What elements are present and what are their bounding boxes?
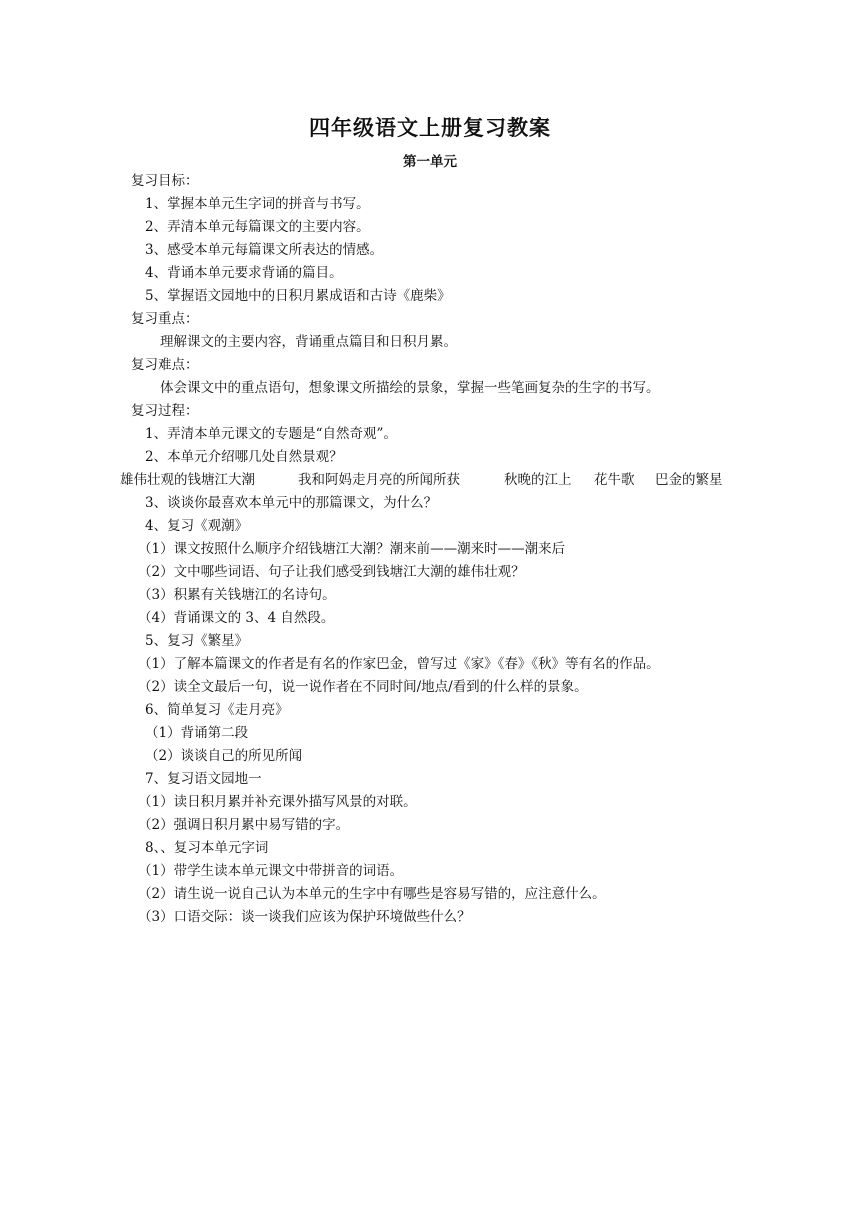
process-item: 3、谈谈你最喜欢本单元中的那篇课文，为什么？ [145, 495, 438, 511]
lesson-title: 花牛歌 [594, 472, 635, 488]
sub-item: （3）口语交际：谈一谈我们应该为保护环境做些什么？ [138, 909, 471, 925]
lesson-title: 雄伟壮观的钱塘江大潮 [120, 472, 255, 488]
section-heading-difficulty: 复习难点： [131, 357, 199, 373]
process-item: 2、本单元介绍哪几处自然景观？ [145, 449, 343, 465]
lesson-title: 我和阿妈走月亮的所闻所获 [298, 472, 460, 488]
process-item: 7、复习语文园地一 [145, 771, 262, 787]
process-item: 4、复习《观潮》 [145, 518, 249, 534]
unit-heading: 第一单元 [403, 154, 457, 170]
sub-item: （1）了解本篇课文的作者是有名的作家巴金，曾写过《家》《春》《秋》等有名的作品。 [138, 656, 660, 672]
section-heading-process: 复习过程： [131, 403, 199, 419]
document-title: 四年级语文上册复习教案 [309, 116, 551, 140]
lesson-title: 巴金的繁星 [655, 472, 723, 488]
sub-item: （2）文中哪些词语、句子让我们感受到钱塘江大潮的雄伟壮观？ [138, 564, 525, 580]
process-item: 6、简单复习《走月亮》 [145, 702, 289, 718]
sub-item: （2）请生说一说自己认为本单元的生字中有哪些是容易写错的，应注意什么。 [138, 886, 606, 902]
sub-item: （2）强调日积月累中易写错的字。 [138, 817, 350, 833]
sub-item: （1）读日积月累并补充课外描写风景的对联。 [138, 794, 417, 810]
sub-item: （2）谈谈自己的所见所闻 [145, 748, 303, 764]
sub-item: （3）积累有关钱塘江的名诗句。 [138, 587, 336, 603]
sub-item: （1）带学生读本单元课文中带拼音的词语。 [138, 863, 404, 879]
sub-item: （1）课文按照什么顺序介绍钱塘江大潮？潮来前——潮来时——潮来后 [138, 541, 566, 557]
process-item: 1、弄清本单元课文的专题是“自然奇观”。 [145, 426, 397, 442]
goal-item: 4、背诵本单元要求背诵的篇目。 [145, 265, 343, 281]
process-item: 8、、复习本单元字词 [145, 840, 269, 856]
difficulty-text: 体会课文中的重点语句，想象课文所描绘的景象，掌握一些笔画复杂的生字的书写。 [160, 380, 660, 396]
sub-item: （4）背诵课文的 3、4 自然段。 [138, 610, 335, 626]
sub-item: （1）背诵第二段 [145, 725, 249, 741]
section-heading-focus: 复习重点： [131, 311, 199, 327]
goal-item: 3、感受本单元每篇课文所表达的情感。 [145, 242, 384, 258]
goal-item: 2、弄清本单元每篇课文的主要内容。 [145, 219, 370, 235]
goal-item: 1、掌握本单元生字词的拼音与书写。 [145, 196, 370, 212]
sub-item: （2）读全文最后一句，说一说作者在不同时间/地点/看到的什么样的景象。 [138, 679, 588, 695]
focus-text: 理解课文的主要内容，背诵重点篇目和日积月累。 [160, 334, 457, 350]
lesson-list-line [120, 471, 740, 489]
goal-item: 5、掌握语文园地中的日积月累成语和古诗《鹿柴》 [145, 288, 451, 304]
lesson-title: 秋晚的江上 [504, 472, 572, 488]
process-item: 5、复习《繁星》 [145, 633, 249, 649]
section-heading-goals: 复习目标： [131, 173, 199, 189]
